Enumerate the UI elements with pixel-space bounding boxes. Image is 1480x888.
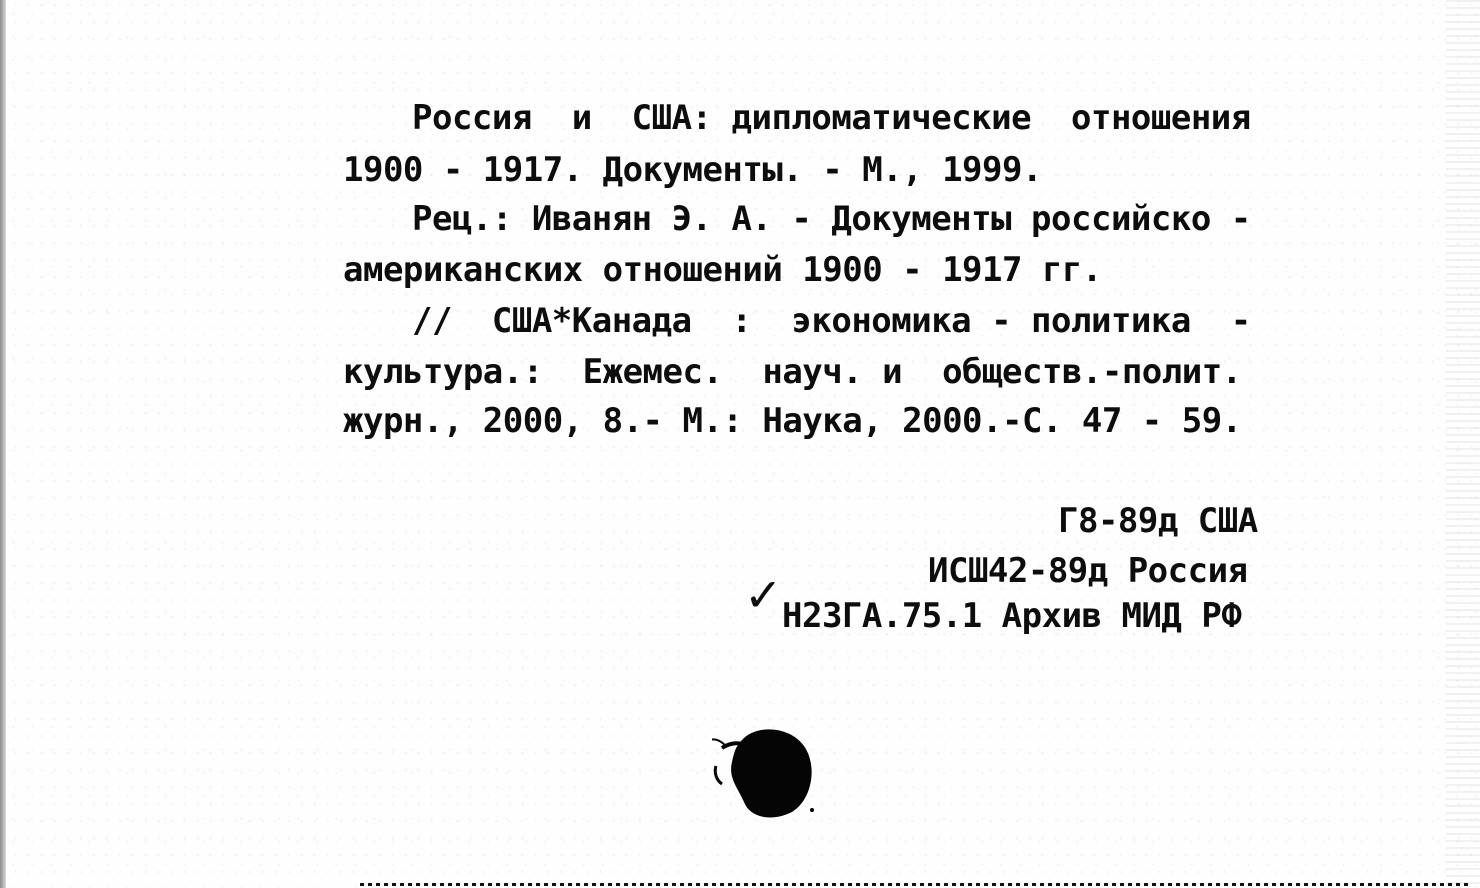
check-mark-icon: ✓ — [744, 568, 783, 622]
shelf-mark-1: Г8-89д США — [1058, 501, 1258, 541]
shelf-mark-2: ИСШ42-89д Россия — [928, 551, 1248, 591]
entry-line-4: американских отношений 1900 - 1917 гг. — [343, 250, 1102, 290]
entry-line-2: 1900 - 1917. Документы. - М., 1999. — [343, 150, 1042, 190]
entry-line-5: // США*Канада : экономика - политика - — [412, 301, 1251, 341]
scan-edge-right — [1446, 0, 1480, 888]
shelf-mark-3: Н23ГА.75.1 Архив МИД РФ — [782, 596, 1242, 636]
scan-edge-left — [0, 0, 6, 888]
ink-blot-icon — [712, 722, 816, 822]
entry-line-7: журн., 2000, 8.- М.: Наука, 2000.-С. 47 - 59. — [343, 401, 1242, 441]
entry-line-3: Рец.: Иванян Э. А. - Документы российско - — [412, 199, 1251, 239]
entry-line-1: Россия и США: дипломатические отношения — [412, 98, 1251, 138]
entry-line-6: культура.: Ежемес. науч. и обществ.-полит. — [343, 352, 1242, 392]
scan-edge-bottom — [360, 883, 1470, 886]
